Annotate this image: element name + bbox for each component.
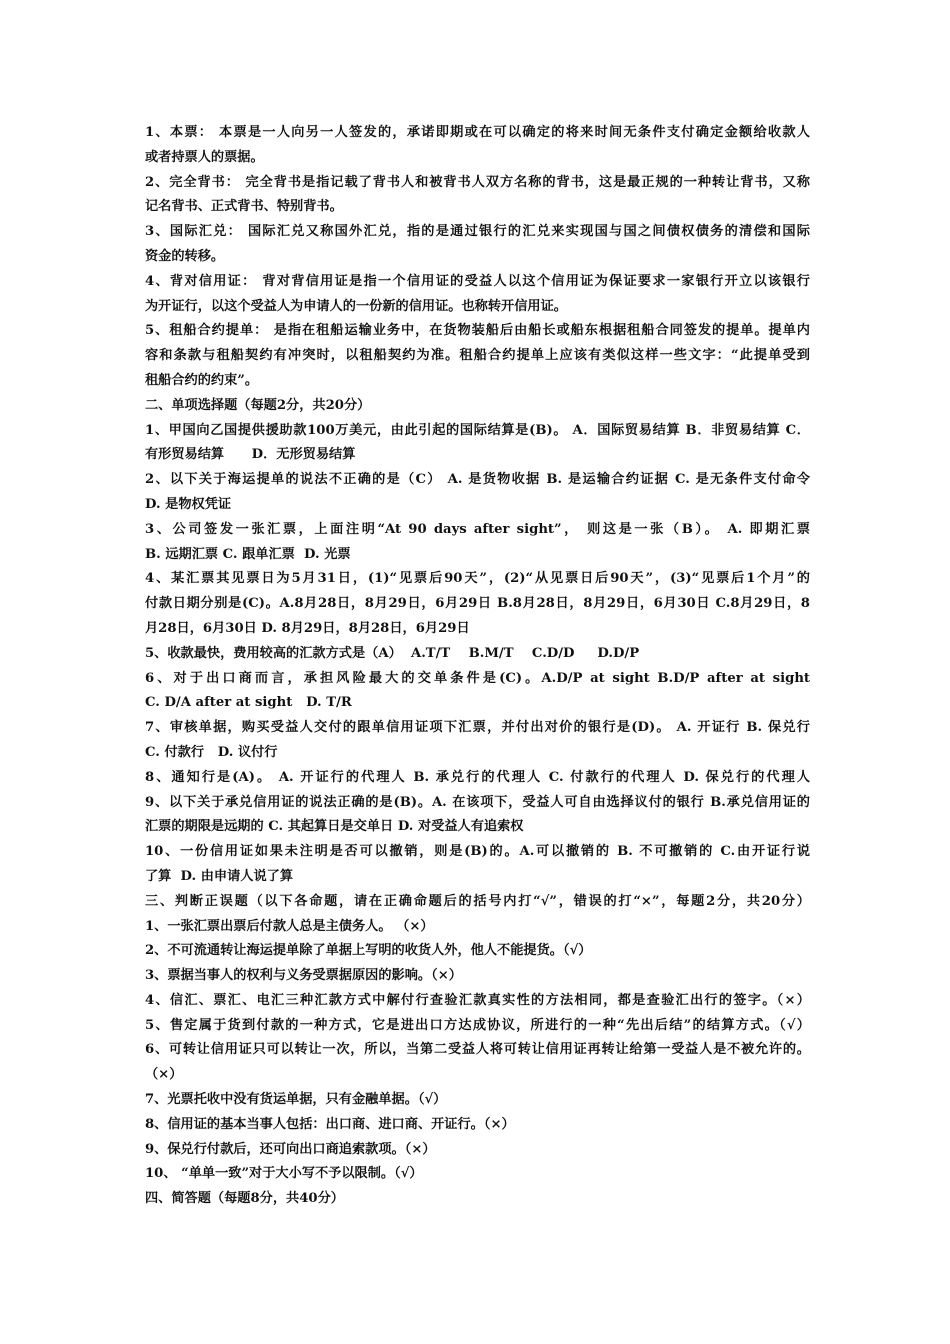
text-line: （×）	[145, 1067, 183, 1083]
text-line: 7、审核单据，购买受益人交付的跟单信用证项下汇票，并付出对价的银行是(D)。 A. 开证行 B. 保兑行	[145, 720, 810, 736]
text-line: 资金的转移。	[145, 248, 225, 264]
text-line: 9、以下关于承兑信用证的说法正确的是(B)。A. 在该项下，受益人可自由选择议付的银行 B.承兑信用证的	[145, 794, 810, 810]
text-line: 2、完全背书： 完全背书是指记载了背书人和被背书人双方名称的背书，这是最正规的一种转让背书，又称	[145, 174, 810, 190]
text-line: 1、甲国向乙国提供援助款100万美元，由此引起的国际结算是(B)。 A．国际贸易结算 B．非贸易结算 C．	[145, 422, 810, 438]
text-line: 付款日期分别是(C)。A.8月28日，8月29日，6月29日 B.8月28日，8月29日，6月30日 C.8月29日，8	[145, 596, 810, 612]
text-line: 有形贸易结算 D．无形贸易结算	[145, 447, 356, 463]
text-line: 5、售定属于货到付款的一种方式，它是进出口方达成协议，所进行的一种“先出后结”的结算方式。（√）	[145, 1017, 810, 1033]
text-line: 9、保兑行付款后，还可向出口商追索款项。（×）	[145, 1141, 436, 1157]
text-line: 4、背对信用证： 背对背信用证是指一个信用证的受益人以这个信用证为保证要求一家银行开立以该银行	[145, 273, 810, 289]
text-line: 3、国际汇兑： 国际汇兑又称国外汇兑，指的是通过银行的汇兑来实现国与国之间债权债务的清偿和国际	[145, 224, 810, 240]
text-line: 三、判断正误题（以下各命题，请在正确命题后的括号内打“√”，错误的打“×”，每题2分，共20分）	[145, 893, 810, 909]
text-line: 月28日，6月30日 D. 8月29日，8月28日，6月29日	[145, 620, 470, 636]
text-line: 6、可转让信用证只可以转让一次，所以，当第二受益人将可转让信用证再转让给第一受益人是不被允许的。	[145, 1042, 810, 1058]
text-line: 容和条款与租船契约有冲突时，以租船契约为准。租船合约提单上应该有类似这样一些文字：“此提单受到	[145, 348, 810, 364]
text-line: 了算 D. 由申请人说了算	[145, 868, 294, 884]
text-line: 1、一张汇票出票后付款人总是主债务人。 （×）	[145, 918, 434, 934]
text-line: D. 是物权凭证	[145, 496, 232, 512]
text-line: 2、不可流通转让海运提单除了单据上写明的收货人外，他人不能提货。（√）	[145, 943, 592, 959]
text-line: 10、一份信用证如果未注明是否可以撤销，则是(B)的。A.可以撤销的 B. 不可撤销的 C.由开证行说	[145, 844, 810, 860]
text-line: 四、简答题（每题8分，共40分）	[145, 1191, 344, 1207]
text-line: 4、信汇、票汇、电汇三种汇款方式中解付行查验汇款真实性的方法相同，都是查验汇出行的签字。（×）	[145, 992, 810, 1008]
text-line: 3、票据当事人的权利与义务受票据原因的影响。（×）	[145, 968, 462, 984]
text-line: 5、租船合约提单： 是指在租船运输业务中，在货物装船后由船长或船东根据租船合同签发的提单。提单内	[145, 323, 810, 339]
text-line: 4、某汇票其见票日为5月31日，(1)“见票后90天”，(2)“从见票日后90天”，(3)“见票后1个月”的	[145, 571, 810, 587]
text-line: 为开证行，以这个受益人为申请人的一份新的信用证。也称转开信用证。	[145, 298, 567, 314]
text-line: 7、光票托收中没有货运单据，只有金融单据。（√）	[145, 1092, 447, 1108]
text-line: C. 付款行 D. 议付行	[145, 744, 278, 760]
text-line: 10、 “单单一致”对于大小写不予以限制。（√）	[145, 1166, 423, 1182]
text-line: 记名背书、正式背书、特别背书。	[145, 199, 343, 215]
text-line: 二、单项选择题（每题2分，共20分）	[145, 397, 371, 413]
text-line: 8、信用证的基本当事人包括：出口商、进口商、开证行。（×）	[145, 1116, 515, 1132]
document-body	[145, 121, 810, 1212]
text-line: 3、公司签发一张汇票，上面注明“At 90 days after sight”， 则这是一张（B）。 A. 即期汇票	[145, 521, 810, 537]
text-line: 租船合约的约束”。	[145, 372, 259, 388]
text-line: B. 远期汇票 C. 跟单汇票 D. 光票	[145, 546, 351, 562]
text-line: C. D/A after at sight D. T/R	[145, 695, 352, 711]
text-line: 汇票的期限是远期的 C. 其起算日是交单日 D. 对受益人有追索权	[145, 819, 524, 835]
text-line: 或者持票人的票据。	[145, 149, 264, 165]
text-line: 8、通知行是(A)。 A. 开证行的代理人 B. 承兑行的代理人 C. 付款行的代理人 D. 保兑行的代理人	[145, 769, 810, 785]
text-line: 1、本票： 本票是一人向另一人签发的，承诺即期或在可以确定的将来时间无条件支付确定金额给收款人	[145, 125, 810, 140]
text-line: 5、收款最快，费用较高的汇款方式是（A） A.T/T B.M/T C.D/D D.D/P	[145, 645, 640, 661]
text-line: 2、以下关于海运提单的说法不正确的是（C） A. 是货物收据 B. 是运输合约证据 C. 是无条件支付命令	[145, 472, 810, 488]
text-line: 6、对于出口商而言，承担风险最大的交单条件是(C)。A.D/P at sight B.D/P after at sight	[145, 670, 810, 686]
